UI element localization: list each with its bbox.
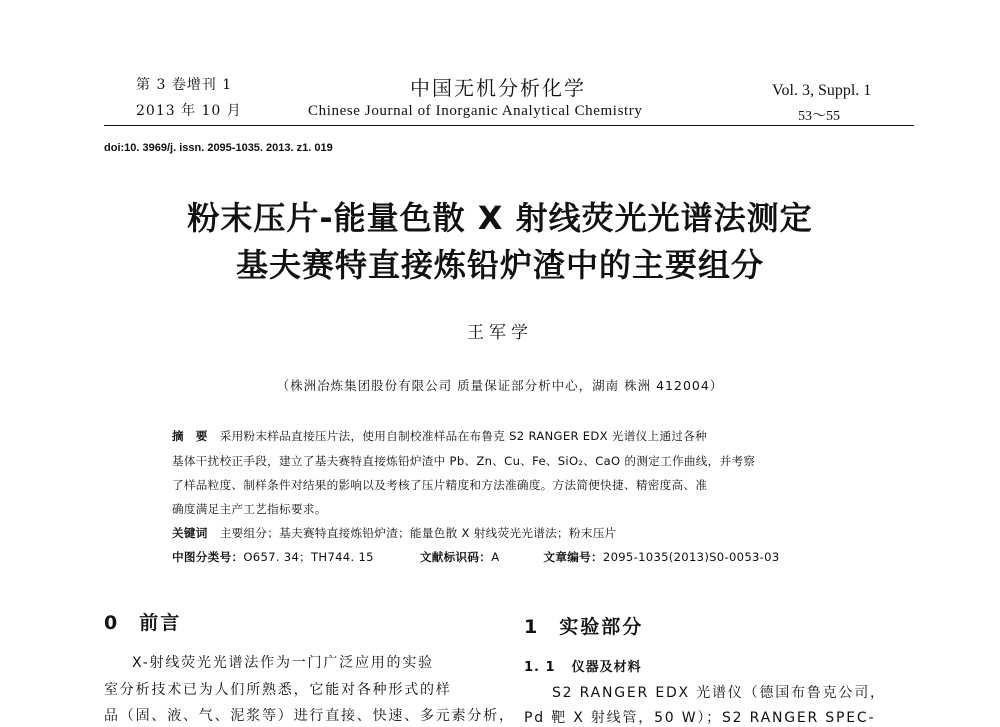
doc-code-value: A: [491, 550, 500, 564]
article-no-label: 文章编号：: [543, 550, 603, 564]
section-0-heading: [104, 608, 181, 635]
paper-title-line2: 基夫赛特直接炼铅炉渣中的主要组分: [235, 246, 764, 284]
section-1-number: 1: [524, 616, 540, 638]
doc-code-label: 文献标识码：: [419, 550, 492, 564]
issue-date: 2013 年 10 月: [136, 103, 242, 119]
journal-title-en: Chinese Journal of Inorganic Analytical Chemistry: [308, 103, 643, 119]
author: 王军学: [467, 323, 533, 343]
header-rule: [104, 125, 914, 126]
abstract-line3: 了样品粒度、制样条件对结果的影响以及考核了压片精度和方法准确度。方法简便快捷、精密度高、准: [172, 478, 708, 492]
page-range: 53～55: [798, 109, 840, 124]
article-no-value: 2095-1035(2013)S0-0053-03: [602, 550, 780, 564]
section-1-heading: [524, 612, 643, 639]
section-0-number: 0: [104, 612, 120, 634]
abstract-line4: 确度满足主产工艺指标要求。: [172, 502, 327, 516]
keywords-text: 主要组分；基夫赛特直接炼铅炉渣；能量色散 X 射线荧光光谱法；粉末压片: [219, 526, 617, 540]
abstract-line1: [172, 428, 707, 444]
clc-label: 中图分类号：: [172, 550, 244, 564]
intro-line3: 品（固、液、气、泥浆等）进行直接、快速、多元素分析，: [104, 708, 515, 724]
paper-title-line1: 粉末压片-能量色散 X 射线荧光光谱法测定: [187, 199, 813, 237]
keywords-label: 关键词: [172, 526, 208, 540]
journal-title-cn: 中国无机分析化学: [410, 76, 586, 100]
doi: doi:10. 3969/j. issn. 2095-1035. 2013. z1. 019: [104, 142, 333, 154]
affiliation: （株洲冶炼集团股份有限公司 质量保证部分析中心，湖南 株洲 412004）: [276, 378, 724, 393]
subsection-1-1-heading: [524, 656, 642, 675]
instrument-line1: S2 RANGER EDX 光谱仪（德国布鲁克公司，: [552, 685, 886, 701]
section-1-title: 实验部分: [559, 616, 644, 638]
intro-line2: 室分析技术已为人们所熟悉，它能对各种形式的样: [104, 682, 452, 698]
issue-label: 第 3 卷增刊 1: [136, 77, 233, 93]
abstract-line2: 基体干扰校正手段，建立了基夫赛特直接炼铅炉渣中 Pb、Zn、Cu、Fe、SiO₂、CaO 的测定工作曲线，并考察: [172, 454, 756, 468]
classification-row: [172, 549, 780, 565]
volume-label: Vol. 3, Suppl. 1: [772, 82, 872, 99]
abstract-label: 摘 要: [172, 429, 208, 443]
subsection-1-1-number: 1. 1: [524, 660, 556, 675]
section-0-title: 前言: [139, 612, 182, 634]
clc-value: O657. 34；TH744. 15: [243, 550, 374, 564]
abstract-text-1: 采用粉末样品直接压片法，使用自制校准样品在布鲁克 S2 RANGER EDX 光谱仪上通过各种: [219, 429, 708, 443]
intro-line1: X-射线荧光光谱法作为一门广泛应用的实验: [132, 655, 434, 671]
keywords-row: [172, 525, 617, 541]
subsection-1-1-title: 仪器及材料: [571, 660, 642, 675]
instrument-line2: Pd 靶 X 射线管，50 W）；S2 RANGER SPEC-: [524, 710, 876, 726]
